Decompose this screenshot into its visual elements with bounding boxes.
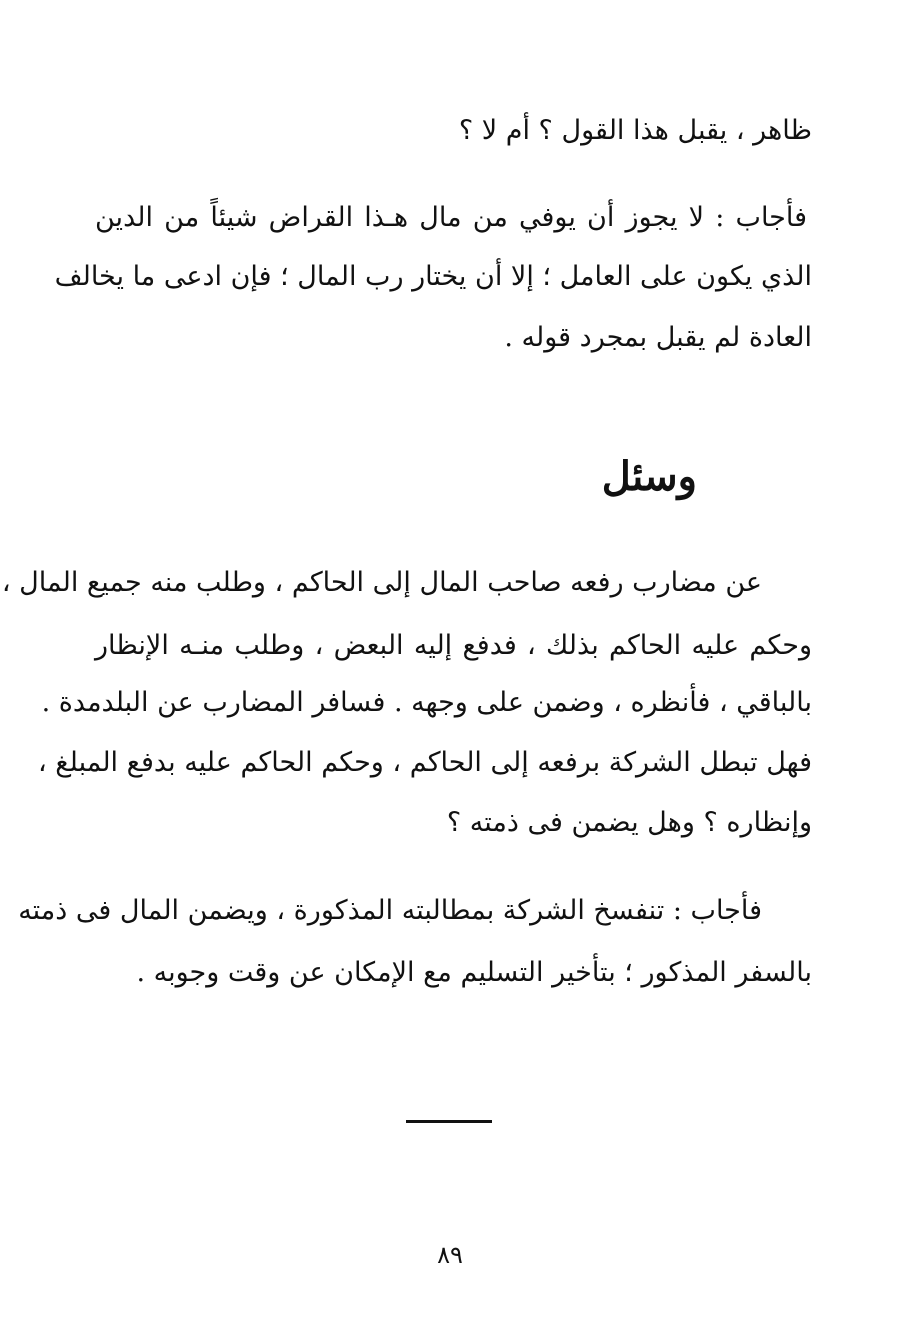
text-line: عن مضارب رفعه صاحب المال إلى الحاكم ، وطلب منه جميع المال ، (1, 567, 762, 598)
text-line: وحكم عليه الحاكم بذلك ، فدفع إليه البعض ، وطلب منـه الإنظار (95, 630, 812, 661)
page-number: ٨٩ (437, 1241, 463, 1269)
text-line: وإنظاره ؟ وهل يضمن فى ذمته ؟ (446, 807, 812, 838)
text-line: بالسفر المذكور ؛ بتأخير التسليم مع الإمكان عن وقت وجوبه . (136, 957, 812, 988)
text-line: بالباقي ، فأنظره ، وضمن على وجهه . فسافر المضارب عن البلدمدة . (41, 687, 812, 718)
section-heading: وسئل (601, 453, 697, 500)
text-line: فهل تبطل الشركة برفعه إلى الحاكم ، وحكم الحاكم عليه بدفع المبلغ ، (37, 747, 812, 778)
text-line: الذي يكون على العامل ؛ إلا أن يختار رب المال ؛ فإن ادعى ما يخالف (54, 261, 812, 292)
section-divider (406, 1120, 492, 1123)
text-line: ظاهر ، يقبل هذا القول ؟ أم لا ؟ (458, 115, 812, 146)
text-line: فأجاب : تنفسخ الشركة بمطالبته المذكورة ، ويضمن المال فى ذمته (18, 895, 762, 926)
text-line: فأجاب : لا يجوز أن يوفي من مال هـذا القراض شيئاً من الدين (95, 202, 807, 233)
text-line: العادة لم يقبل بمجرد قوله . (504, 322, 812, 353)
